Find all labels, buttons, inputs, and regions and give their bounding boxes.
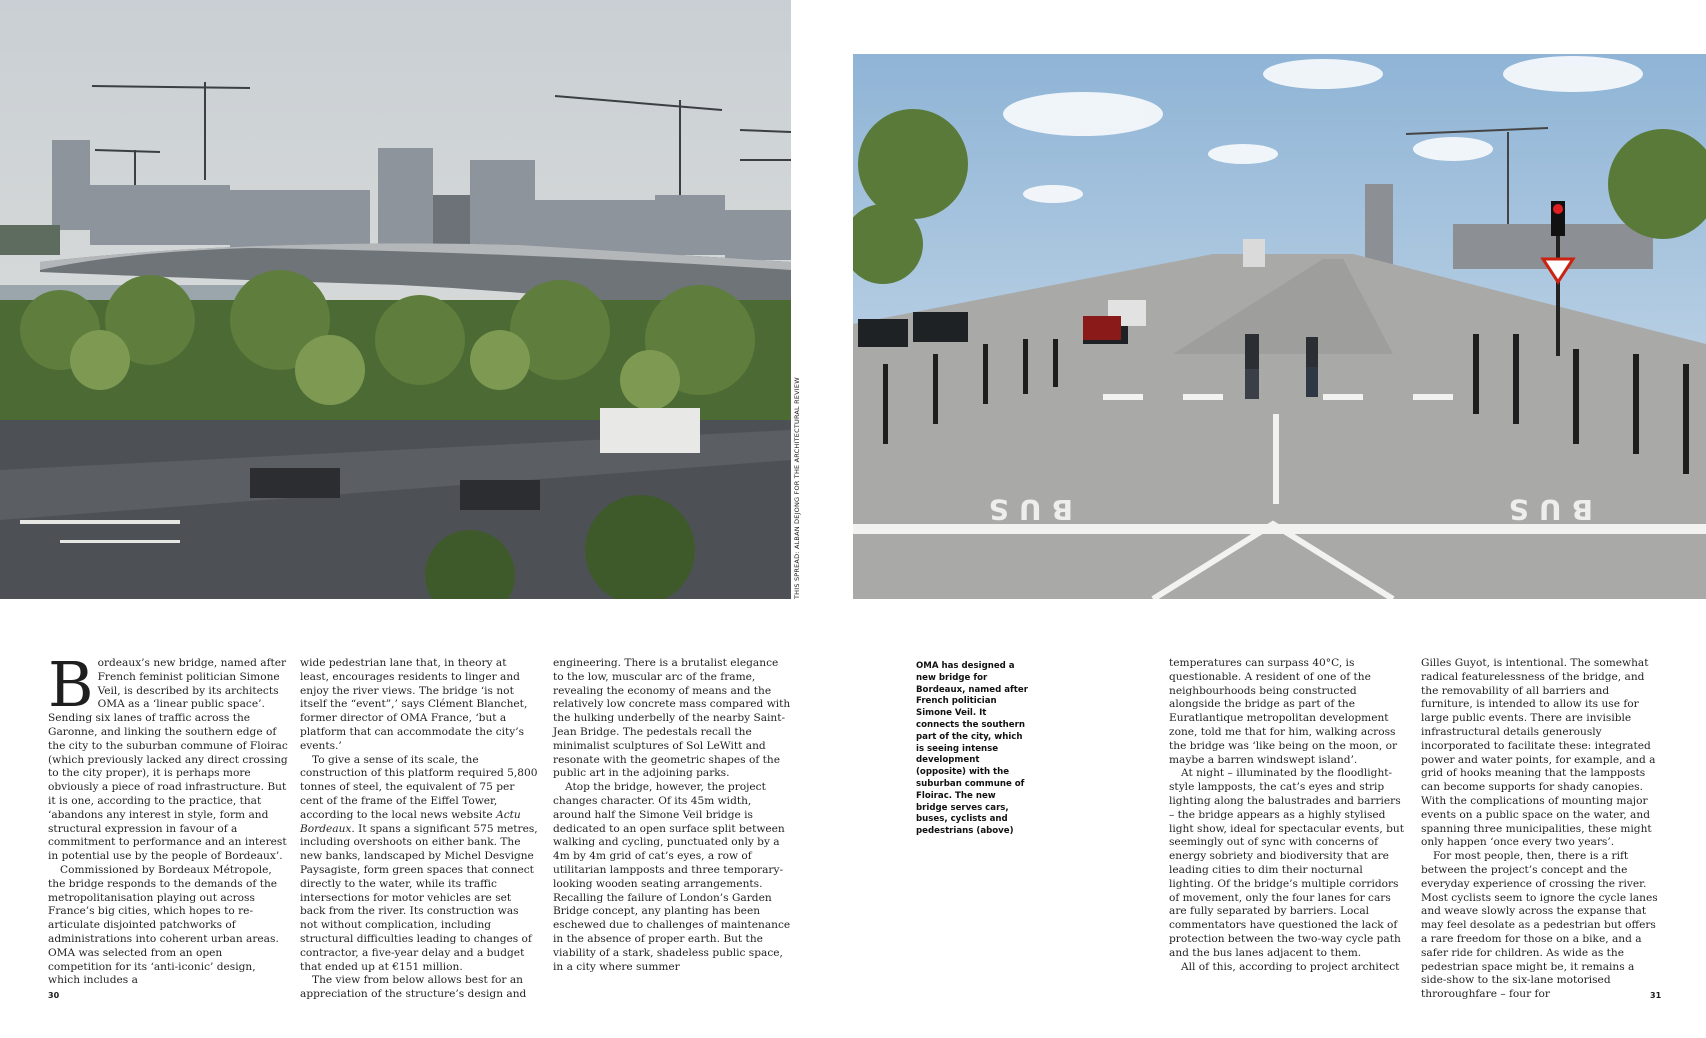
paragraph: Commissioned by Bordeaux Métropole, the bridge responds to the demands of the metropolitanisation playing out across France’s big cities, which hopes to re-articulate disjointed patchworks of administrations into coherent urban areas. OMA was selected from an open competition for its ‘anti-iconic’ design, which includes a bbox=[48, 863, 279, 987]
paragraph: At night – illuminated by the floodlight-style lampposts, the cat’s eyes and strip lighting along the balustrades and barriers – the bridge appears as a highly stylised light show, ideal for spectacular events, but seemingly out of sync with concerns of energy sobriety and biodiversity that are leading cities to dim their nocturnal lighting. Of the bridge’s multiple corridors of movement, only the four lanes for cars are fully separated by barriers. Local commentators have questioned the lack of protection between the two-way cycle path and the bus lanes adjacent to them. bbox=[1169, 767, 1404, 959]
paragraph: The view from below allows best for an appreciation of the structure’s design and bbox=[300, 974, 527, 1001]
article-column-1 bbox=[48, 648, 288, 988]
paragraph: All of this, according to project architect bbox=[1181, 960, 1400, 973]
photo-bridge-deck bbox=[853, 54, 1706, 599]
paragraph: wide pedestrian lane that, in theory at least, encourages residents to linger and enjoy the river views. The bridge ‘is not itself the “event”,’ says Clément Blanchet, former director of OMA France, ‘but a platform that can accommodate the city’s events.’ bbox=[300, 657, 528, 752]
paragraph: temperatures can surpass 40°C, is questionable. A resident of one of the neighbourhoods being constructed alongside the bridge as part of the Euratlantique metropolitan development zone, told me that for him, walking across the bridge was ‘like being on the moon, or maybe a barren windswept island’. bbox=[1169, 657, 1398, 766]
paragraph: Gilles Guyot, is intentional. The somewhat radical featurelessness of the bridge, and the removability of all barriers and furniture, is intended to allow its use for large public events. There are invisible infrastructural details generously incorporated to facilitate these: integrated power and water points, for example, and a grid of hooks meaning that the lampposts can become supports for shady canopies. With the complications of mounting major events on a public space on the water, and spanning three municipalities, these might only happen ‘once every two years’. bbox=[1421, 657, 1656, 849]
road-marking-bus-left: BUS bbox=[978, 493, 1073, 526]
photo-bridge-aerial bbox=[0, 0, 791, 599]
page-number-right: 31 bbox=[1650, 991, 1662, 1000]
paragraph: To give a sense of its scale, the construction of this platform required 5,800 tonnes of steel, the equivalent of 75 per cent of the frame of the Eiffel Tower, according to the local news website Actu Bordeaux. It spans a significant 575 metres, including overshoots on either bank. The new banks, landscaped by Michel Desvigne Paysagiste, form green spaces that connect directly to the water, while its traffic intersections for motor vehicles are set back from the river. Its construction was not without complication, including structural difficulties leading to changes of contractor, a five-year delay and a budget that ended up at €151 million. bbox=[300, 753, 538, 973]
photo-caption: OMA has designed a new bridge for Bordeaux, named after French politician Simone Veil. It connects the southern part of the city, which is seeing intense development (opposite) with the suburban commune of Floirac. The new bridge serves cars, buses, cyclists and pedestrians (above) bbox=[916, 661, 1028, 837]
article-column-5 bbox=[1421, 657, 1662, 1002]
article-column-4 bbox=[1169, 657, 1407, 974]
road-marking-bus-right: BUS bbox=[1498, 493, 1593, 526]
paragraph: For most people, then, there is a rift between the project’s concept and the everyday experience of crossing the river. Most cyclists seem to ignore the cycle lanes and weave slowly across the expanse that may feel desolate as a pedestrian but offers a rare freedom for those on a bike, and a safer ride for children. As wide as the pedestrian space might be, it remains a side-show to the six-lane motorised throroughfare – four for bbox=[1421, 850, 1658, 1001]
paragraph: Bordeaux’s new bridge, named after French feminist politician Simone Veil, is described by its architects OMA as a ‘linear public space’. Sending six lanes of traffic across the Garonne, and linking the southern edge of the city to the suburban commune of Floirac (which previously lacked any direct crossing to the city proper), it is perhaps more obviously a piece of road infrastructure. But it is one, according to the practice, that ‘abandons any interest in style, form and structural expression in favour of a commitment to performance and an interest in potential use by the people of Bordeaux’. bbox=[48, 648, 288, 863]
photo-credit: THIS SPREAD: ALBAN DEJONG FOR THE ARCHITECTURAL REVIEW bbox=[793, 377, 801, 599]
article-column-3 bbox=[553, 657, 791, 974]
paragraph: engineering. There is a brutalist elegance to the low, muscular arc of the frame, revealing the economy of means and the relatively low concrete mass compared with the hulking underbelly of the nearby Saint-Jean Bridge. The pedestals recall the minimalist sculptures of Sol LeWitt and resonate with the geometric shapes of the public art in the adjoining parks. bbox=[553, 657, 791, 780]
page-number-left: 30 bbox=[48, 991, 60, 1000]
drop-cap: B bbox=[48, 648, 94, 721]
article-column-2 bbox=[300, 657, 538, 1002]
paragraph: Atop the bridge, however, the project changes character. Of its 45m width, around half the Simone Veil bridge is dedicated to an open surface split between walking and cycling, punctuated only by a 4m by 4m grid of cat’s eyes, a row of utilitarian lampposts and three temporary-looking wooden seating arrangements. Recalling the failure of London’s Garden Bridge concept, any planting has been eschewed due to challenges of maintenance in the absence of proper earth. But the viability of a stark, shadeless public space, in a city where summer bbox=[553, 781, 791, 973]
